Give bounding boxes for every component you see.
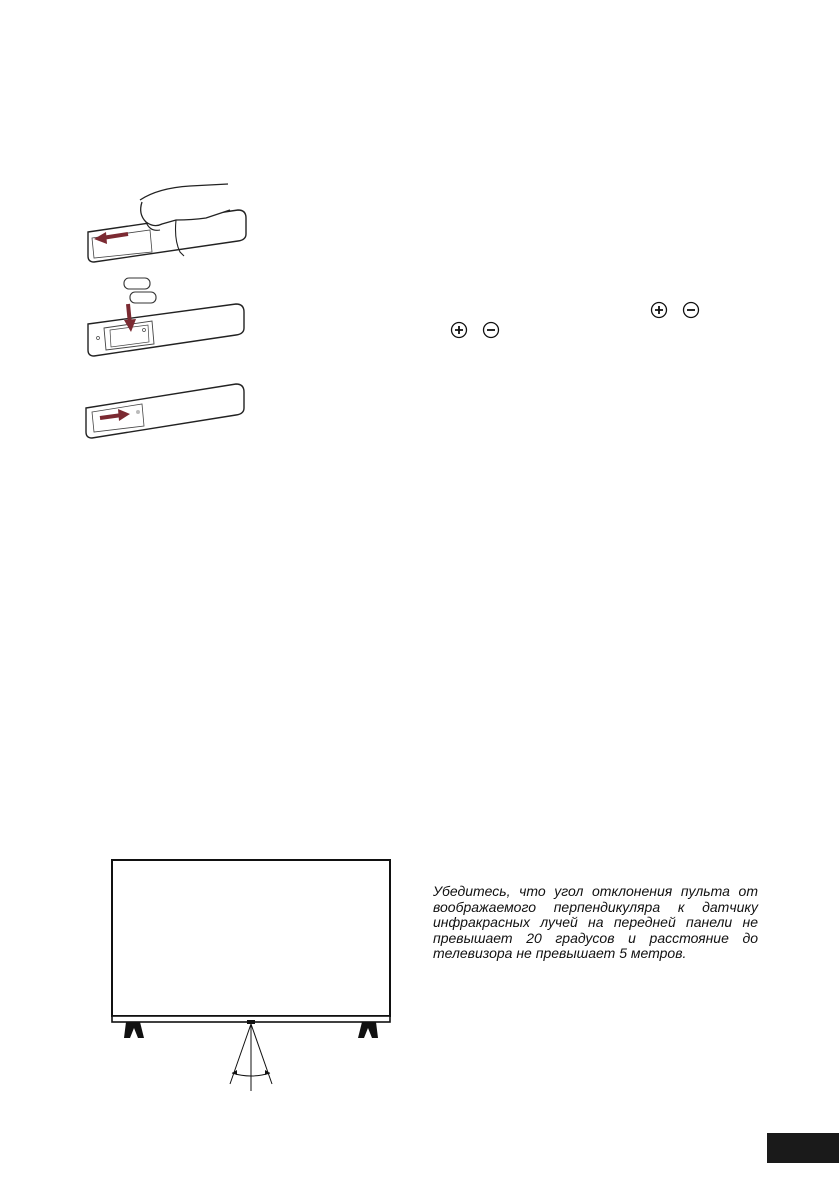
remote-angle-note: Убедитесь, что угол отклонения пульта от воображаемого перпендикуляра к датчику инфракрасных лучей на передней панели не превышает 20 градусов и расстояние до телевизора не превышает 5 метров. [433,883,758,961]
remote-open-battery-cover-icon [80,180,250,270]
remote-insert-batteries-illustration [82,272,252,362]
tv-ir-angle-diagram [108,855,398,1095]
remote-close-battery-cover-illustration [82,380,252,444]
minus-circle-icon [682,301,700,319]
remote-insert-batteries-icon [82,272,252,362]
page-edge-tab [767,1133,839,1163]
plus-circle-icon [450,321,468,339]
polarity-symbols-row-2 [450,321,500,339]
plus-circle-icon [650,301,668,319]
tv-ir-angle-diagram-icon [108,855,398,1095]
minus-circle-icon [482,321,500,339]
remote-open-battery-cover-illustration [80,180,250,270]
remote-close-battery-cover-icon [82,380,252,444]
polarity-symbols-row-1 [650,301,700,319]
